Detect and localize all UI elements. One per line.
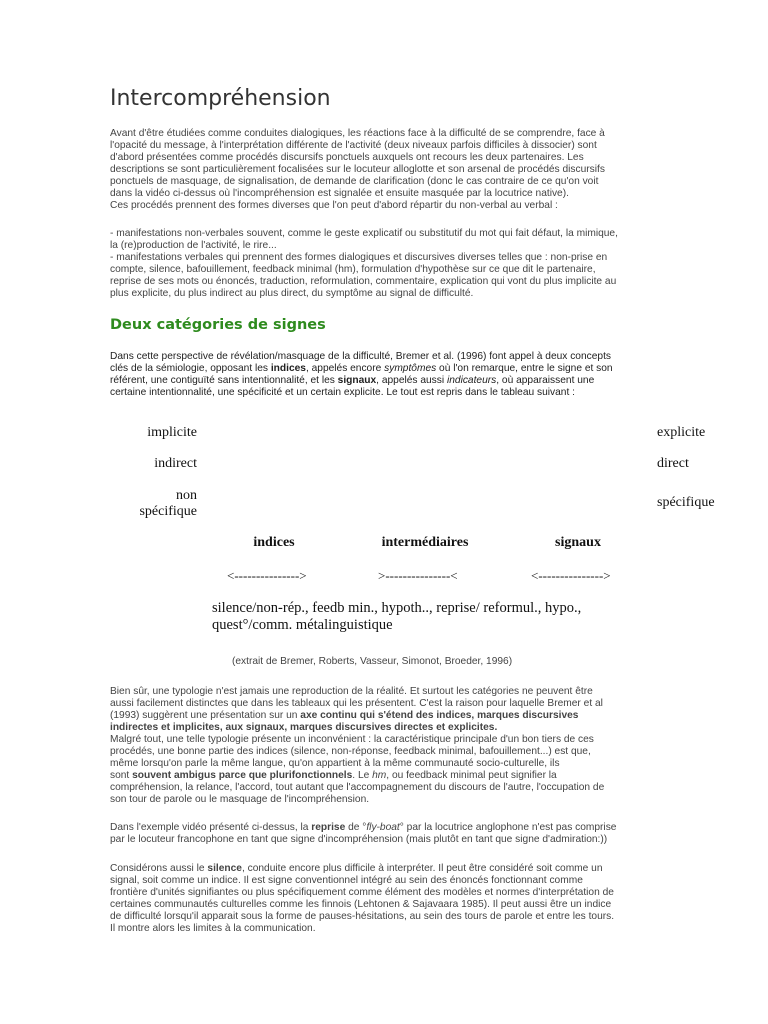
table-right-direct: direct: [657, 456, 689, 471]
text-line: dans la vidéo ci-dessus où l'incompréhension est signalée et ensuite masquée par la locutrice native).: [110, 188, 569, 199]
text-line: [110, 863, 662, 875]
bold-reprise: reprise: [311, 822, 346, 833]
text-run: référent, une contiguïté sans intentionnalité, et les: [110, 375, 338, 386]
table-examples-line-2: quest°/comm. métalinguistique: [212, 617, 393, 633]
intro-paragraph-2: [110, 228, 662, 300]
table-header-indices: indices: [253, 535, 295, 550]
table-examples: [212, 600, 652, 634]
text-line: Malgré tout, une telle typologie présente un inconvénient : la caractéristique principale d'un bon tiers de ces: [110, 734, 594, 745]
text-run: où l'on remarque, entre le signe et son: [436, 363, 613, 374]
text-run: . Le: [352, 770, 373, 781]
text-line: Il montre alors les limites à la communication.: [110, 923, 316, 934]
text-line: compréhension, la relance, l'accord, tout autant que l'accompagnement du discours de l'autre, l'occupation de: [110, 782, 605, 793]
table-right-explicite: explicite: [657, 425, 706, 440]
table-arrow-signaux: <--------------->: [531, 568, 611, 583]
bold-axe-continu: axe continu qui s'étend des indices, marques discursives: [300, 710, 579, 721]
text-run: , ou feedback minimal peut signifier la: [386, 770, 557, 781]
bold-term-signaux: signaux: [337, 375, 377, 386]
text-line: certaine intentionnalité, une spécificité et un certain explicite. Le tout est repris dans le tableau suivant :: [110, 387, 575, 398]
text-line: signal, soit comme un indice. Il est signe conventionnel intégré au sein des énoncés fonctionnant comme: [110, 875, 583, 886]
intro-paragraph-1: [110, 128, 662, 212]
table-left-non-specifique: non spécifique: [139, 488, 197, 519]
text-line: de difficulté lorsqu'il apparait sous la forme de pauses-hésitations, au sein des tours de parole et entre les tours.: [110, 911, 615, 922]
table-header-signaux: signaux: [555, 535, 601, 550]
text-line: [110, 770, 662, 782]
text-line: reprise de ses mots ou énoncés, traduction, reformulation, commentaire, explication qui vont du plus implicite au: [110, 276, 617, 287]
text-run: , où apparaissent une: [496, 375, 595, 386]
text-line: [110, 375, 662, 387]
table-right-specifique: spécifique: [657, 495, 715, 510]
text-line: d'abord présentées comme procédés discursifs ponctuels auxquels ont recours les deux partenaires. Les: [110, 152, 584, 163]
text-run: Considérons aussi le: [110, 863, 208, 874]
text-line: ponctuels de masquage, de signalisation, de demande de clarification (donc le cas contraire de ce qu'on voit: [110, 176, 599, 187]
text-line: frontière d'unités signifiantes ou plus spécifiquement comme élément des modèles et normes d'interprétation de: [110, 887, 614, 898]
text-line: Bien sûr, une typologie n'est jamais une reproduction de la réalité. Et surtout les catégories ne peuvent être: [110, 686, 593, 697]
text-run: de °: [345, 822, 367, 833]
text-line: Ces procédés prennent des formes diverses que l'on peut d'abord répartir du non-verbal au verbal :: [110, 200, 558, 211]
text-line: l'opacité du message, à l'interprétation différente de l'activité (deux niveaux parfois difficiles à dissocier) sont: [110, 140, 597, 151]
bold-term-indices: indices: [270, 363, 306, 374]
page-title: Intercompréhension: [110, 86, 331, 111]
body-paragraph-2: [110, 822, 662, 846]
text-line: compte, silence, bafouillement, feedback minimal (hm), formulation d'hypothèse sur ce que dit le partenaire,: [110, 264, 596, 275]
table-examples-line-1: silence/non-rép., feedb min., hypoth.., reprise/ reformul., hypo.,: [212, 600, 582, 616]
text-run: , appelés aussi: [376, 375, 447, 386]
text-run: ° par la locutrice anglophone n'est pas comprise: [399, 822, 617, 833]
text-line: [110, 710, 662, 722]
table-left-indirect: indirect: [154, 456, 197, 471]
text-line: Dans cette perspective de révélation/masquage de la difficulté, Bremer et al. (1996) font appel à deux concepts: [110, 351, 611, 362]
body-paragraph-3: [110, 863, 662, 935]
text-line: plus explicite, du plus indirect au plus direct, du symptôme au signal de difficulté.: [110, 288, 474, 299]
text-line: [110, 822, 662, 834]
text-line: certaines communautés culturelles comme les finnois (Lehtonen & Sajavaara 1985). Il peut aussi être un indice: [110, 899, 612, 910]
bold-silence: silence: [207, 863, 242, 874]
table-left-implicite: implicite: [147, 425, 197, 440]
text-run: , appelés encore: [305, 363, 385, 374]
text-run: Dans l'exemple vidéo présenté ci-dessus, la: [110, 822, 312, 833]
section-paragraph: [110, 351, 662, 399]
text-line: aussi facilement distinctes que dans les tableaux qui les présentent. C'est la raison pour laquelle Bremer et al: [110, 698, 603, 709]
text-line: descriptions se sont particulièrement focalisées sur le locuteur alloglotte et son arsenal de procédés discursifs: [110, 164, 605, 175]
italic-hm: hm: [372, 770, 387, 781]
text-line: son tour de parole ou le masquage de l'incompréhension.: [110, 794, 370, 805]
text-line: - manifestations non-verbales souvent, comme le geste explicatif ou substitutif du mot qui fait défaut, la mimique,: [110, 228, 618, 239]
text-line: [110, 363, 662, 375]
table-caption: (extrait de Bremer, Roberts, Vasseur, Simonot, Broeder, 1996): [232, 656, 513, 667]
body-paragraph-1: [110, 686, 662, 806]
text-line: - manifestations verbales qui prennent des formes dialogiques et discursives diverses telles que : non-prise en: [110, 252, 608, 263]
text-run: (1993) suggèrent une présentation sur un: [110, 710, 301, 721]
italic-term-indicateurs: indicateurs: [446, 375, 497, 386]
section-heading: Deux catégories de signes: [110, 317, 326, 333]
text-line: même lorsqu'on parle la même langue, qu'on appartient à la même communauté socio-culturelle, ils: [110, 758, 560, 769]
text-run: , conduite encore plus difficile à interpréter. Il peut être considéré soit comme un: [241, 863, 603, 874]
text-line: par le locuteur francophone en tant que signe d'incompréhension (mais plutôt en tant que signe d'admiration:)): [110, 834, 608, 845]
table-arrow-intermediaires: >---------------<: [378, 568, 458, 583]
table-header-intermediaires: intermédiaires: [381, 535, 469, 550]
italic-term-symptomes: symptômes: [384, 363, 437, 374]
text-run: sont: [110, 770, 133, 781]
text-line: la (re)production de l'activité, le rire...: [110, 240, 277, 251]
italic-fly-boat: fly-boat: [366, 822, 400, 833]
table-arrow-indices: <--------------->: [227, 568, 307, 583]
text-line: procédés, une bonne partie des indices (silence, non-réponse, feedback minimal, bafouillement...) est que,: [110, 746, 591, 757]
text-run: clés de la sémiologie, opposant les: [110, 363, 271, 374]
text-line: Avant d'être étudiées comme conduites dialogiques, les réactions face à la difficulté de se comprendre, face à: [110, 128, 605, 139]
text-line: indirectes et implicites, aux signaux, marques discursives directes et explicites.: [110, 722, 498, 733]
bold-ambigus: souvent ambigus parce que plurifonctionnels: [132, 770, 353, 781]
